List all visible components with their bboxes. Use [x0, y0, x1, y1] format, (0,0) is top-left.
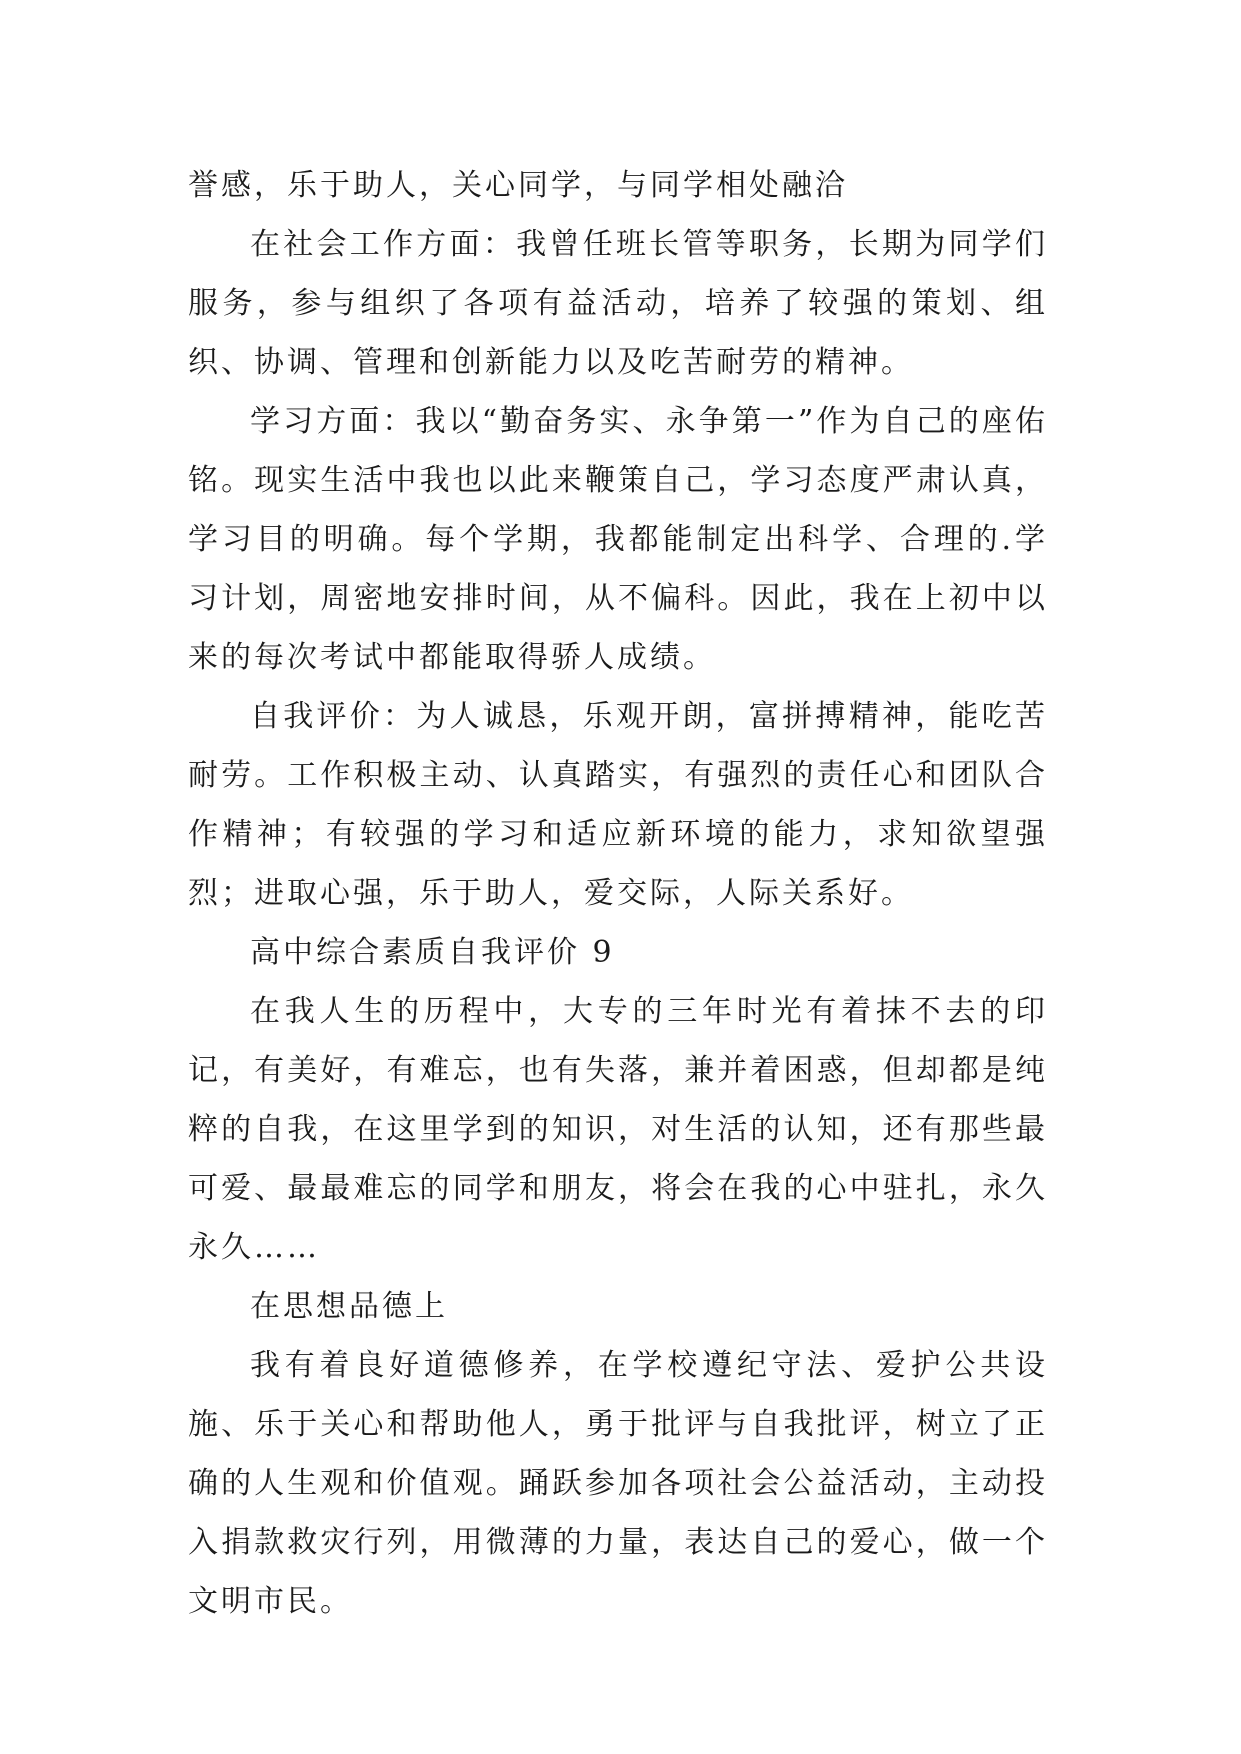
paragraph-social-work: 在社会工作方面：我曾任班长管等职务，长期为同学们服务，参与组织了各项有益活动，培养了较强的策划、组织、协调、管理和创新能力以及吃苦耐劳的精神。: [188, 227, 1048, 380]
paragraph-self-evaluation: 自我评价：为人诚恳，乐观开朗，富拼搏精神，能吃苦耐劳。工作积极主动、认真踏实，有强烈的责任心和团队合作精神；有较强的学习和适应新环境的能力，求知欲望强烈；进取心强，乐于助人，爱交际，人际关系好。: [188, 699, 1048, 911]
section-heading-9: 高中综合素质自我评价 9: [250, 935, 615, 970]
paragraph-college-years: 在我人生的历程中，大专的三年时光有着抹不去的印记，有美好，有难忘，也有失落，兼并着困惑，但却都是纯粹的自我，在这里学到的知识，对生活的认知，还有那些最可爱、最最难忘的同学和朋友，将会在我的心中驻扎，永久永久……: [188, 994, 1048, 1265]
paragraph-honor: 誉感，乐于助人，关心同学，与同学相处融洽: [188, 168, 848, 203]
subheading-ideology-morality: 在思想品德上: [250, 1289, 448, 1324]
paragraph-morality: 我有着良好道德修养，在学校遵纪守法、爱护公共设施、乐于关心和帮助他人，勇于批评与自我批评，树立了正确的人生观和价值观。踊跃参加各项社会公益活动，主动投入捐款救灾行列，用微薄的力量，表达自己的爱心，做一个文明市民。: [188, 1348, 1048, 1619]
paragraph-study: 学习方面：我以“勤奋务实、永争第一”作为自己的座佑铭。现实生活中我也以此来鞭策自己，学习态度严肃认真，学习目的明确。每个学期，我都能制定出科学、合理的.学习计划，周密地安排时间，从不偏科。因此，我在上初中以来的每次考试中都能取得骄人成绩。: [188, 404, 1048, 675]
document-body: [188, 156, 1048, 1631]
